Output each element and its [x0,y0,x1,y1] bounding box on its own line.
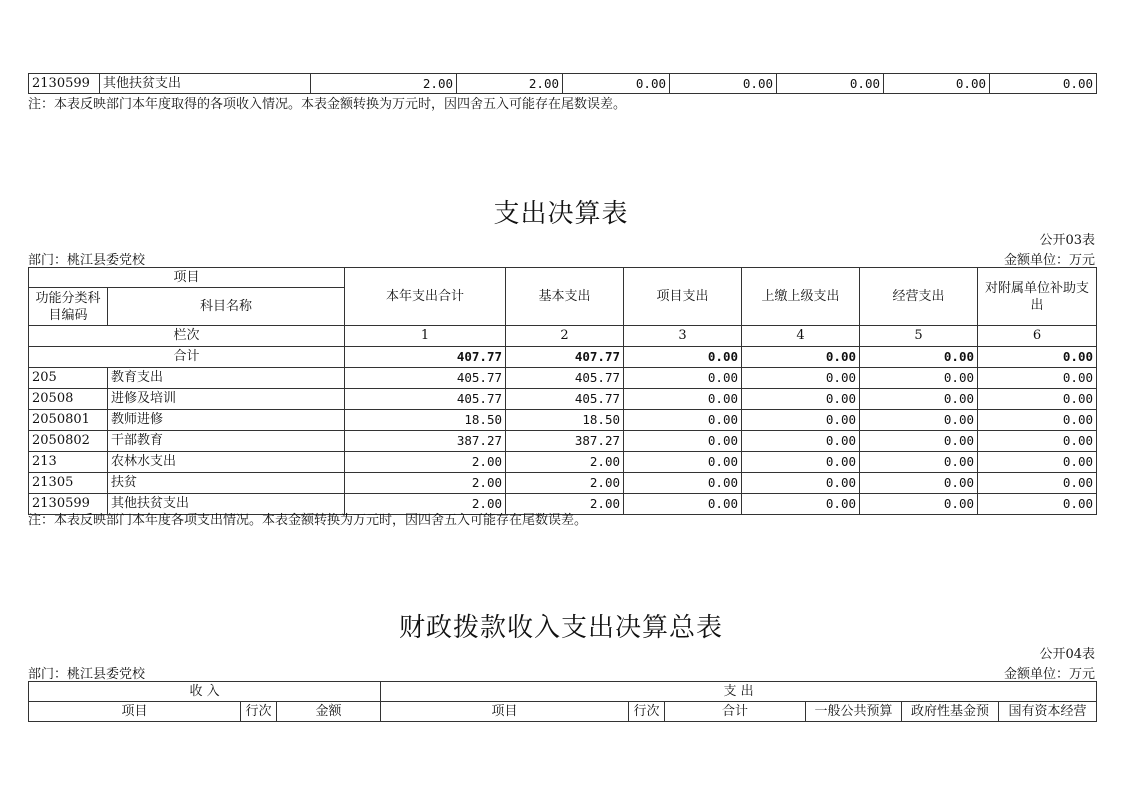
total-value: 407.77 [506,347,624,368]
col-number: 4 [742,326,860,347]
row-code: 21305 [29,473,108,494]
cell-value: 2.00 [345,473,506,494]
page-title: 支出决算表 [493,199,629,229]
cell-value: 0.00 [624,431,742,452]
total-value: 0.00 [742,347,860,368]
table-row [29,410,1097,431]
cell-value: 2.00 [345,494,506,515]
cell-value: 0.00 [978,431,1097,452]
table-row [29,473,1097,494]
cell-value: 0.00 [978,368,1097,389]
cell-value: 2.00 [457,74,563,94]
cell-value: 0.00 [978,410,1097,431]
total-label: 合计 [29,347,345,368]
total-value: 0.00 [978,347,1097,368]
total-row [29,347,1097,368]
cell-value: 0.00 [777,74,884,94]
cell-value: 0.00 [990,74,1097,94]
header-row [29,268,1097,288]
cell-value: 0.00 [742,494,860,515]
row-code: 2130599 [29,74,100,94]
unit-label: 金额单位：万元 [1003,253,1095,268]
cell-value: 0.00 [860,368,978,389]
cell-value: 0.00 [742,473,860,494]
cell-value: 405.77 [345,389,506,410]
sub-header: 行次 [241,702,277,722]
section-title: 财政拨款收入支出决算总表 [398,613,723,643]
cell-value: 0.00 [978,473,1097,494]
row-name: 农林水支出 [108,452,345,473]
department-label: 部门：桃江县委党校 [28,667,146,682]
row-code: 213 [29,452,108,473]
expense-note: 注：本表反映部门本年度各项支出情况。本表金额转换为万元时，因四舍五入可能存在尾数误差。 [28,513,588,528]
cell-value: 2.00 [506,473,624,494]
cell-value: 2.00 [506,494,624,515]
cell-value: 2.00 [345,452,506,473]
form-number: 公开04表 [1039,647,1095,662]
table-row [29,74,1097,94]
income-note: 注：本表反映部门本年度取得的各项收入情况。本表金额转换为万元时，因四舍五入可能存在尾数误差。 [28,97,627,112]
cell-value: 0.00 [624,494,742,515]
cell-value: 0.00 [860,452,978,473]
table-row [29,431,1097,452]
total-value: 407.77 [345,347,506,368]
expense-header: 支 出 [381,682,1097,702]
income-table-tail [28,73,1097,94]
cell-value: 18.50 [345,410,506,431]
cell-value: 0.00 [624,389,742,410]
cell-value: 405.77 [506,389,624,410]
row-code: 205 [29,368,108,389]
row-code: 2050801 [29,410,108,431]
cell-value: 2.00 [506,452,624,473]
column-number-row [29,326,1097,347]
table-row [29,368,1097,389]
cell-value: 0.00 [978,389,1097,410]
row-code: 20508 [29,389,108,410]
row-name: 干部教育 [108,431,345,452]
row-name: 其他扶贫支出 [108,494,345,515]
header-col: 上缴上级支出 [742,268,860,326]
cell-value: 0.00 [978,494,1097,515]
cell-value: 0.00 [742,389,860,410]
col-number: 1 [345,326,506,347]
total-value: 0.00 [624,347,742,368]
cell-value: 0.00 [670,74,777,94]
cell-value: 0.00 [860,389,978,410]
sub-header: 政府性基金预 [902,702,999,722]
cell-value: 18.50 [506,410,624,431]
table-row [29,389,1097,410]
cell-value: 0.00 [563,74,670,94]
cell-value: 0.00 [860,494,978,515]
sub-header: 项目 [381,702,629,722]
sub-header: 项目 [29,702,241,722]
sub-header: 金额 [277,702,381,722]
row-code: 2130599 [29,494,108,515]
form-number: 公开03表 [1039,233,1095,248]
row-name: 教师进修 [108,410,345,431]
cell-value: 0.00 [624,473,742,494]
row-code: 2050802 [29,431,108,452]
fiscal-table [28,681,1097,722]
income-header: 收 入 [29,682,381,702]
header-col: 本年支出合计 [345,268,506,326]
table-row [29,452,1097,473]
row-name: 扶贫 [108,473,345,494]
cell-value: 0.00 [742,368,860,389]
cell-value: 405.77 [506,368,624,389]
sub-header: 合计 [665,702,806,722]
sub-header: 国有资本经营 [999,702,1097,722]
unit-label: 金额单位：万元 [1003,667,1095,682]
cell-value: 387.27 [506,431,624,452]
row-name: 教育支出 [108,368,345,389]
col-number: 3 [624,326,742,347]
cell-value: 0.00 [884,74,990,94]
cell-value: 0.00 [742,431,860,452]
cell-value: 0.00 [624,452,742,473]
header-row [29,682,1097,702]
header-row [29,702,1097,722]
cell-value: 2.00 [311,74,457,94]
row-name: 其他扶贫支出 [100,74,311,94]
expense-table [28,267,1097,515]
cell-value: 0.00 [742,410,860,431]
cell-value: 387.27 [345,431,506,452]
header-col: 对附属单位补助支出 [978,268,1097,326]
sub-header: 一般公共预算 [806,702,902,722]
cell-value: 0.00 [978,452,1097,473]
header-item: 项目 [29,268,345,288]
cell-value: 0.00 [624,410,742,431]
header-col: 经营支出 [860,268,978,326]
cell-value: 0.00 [624,368,742,389]
header-col: 项目支出 [624,268,742,326]
sub-header: 行次 [629,702,665,722]
cell-value: 0.00 [860,431,978,452]
header-code: 功能分类科目编码 [29,288,108,326]
col-label: 栏次 [29,326,345,347]
cell-value: 0.00 [860,473,978,494]
col-number: 5 [860,326,978,347]
department-label: 部门：桃江县委党校 [28,253,146,268]
cell-value: 0.00 [742,452,860,473]
col-number: 6 [978,326,1097,347]
header-name: 科目名称 [108,288,345,326]
total-value: 0.00 [860,347,978,368]
cell-value: 0.00 [860,410,978,431]
row-name: 进修及培训 [108,389,345,410]
header-col: 基本支出 [506,268,624,326]
cell-value: 405.77 [345,368,506,389]
col-number: 2 [506,326,624,347]
